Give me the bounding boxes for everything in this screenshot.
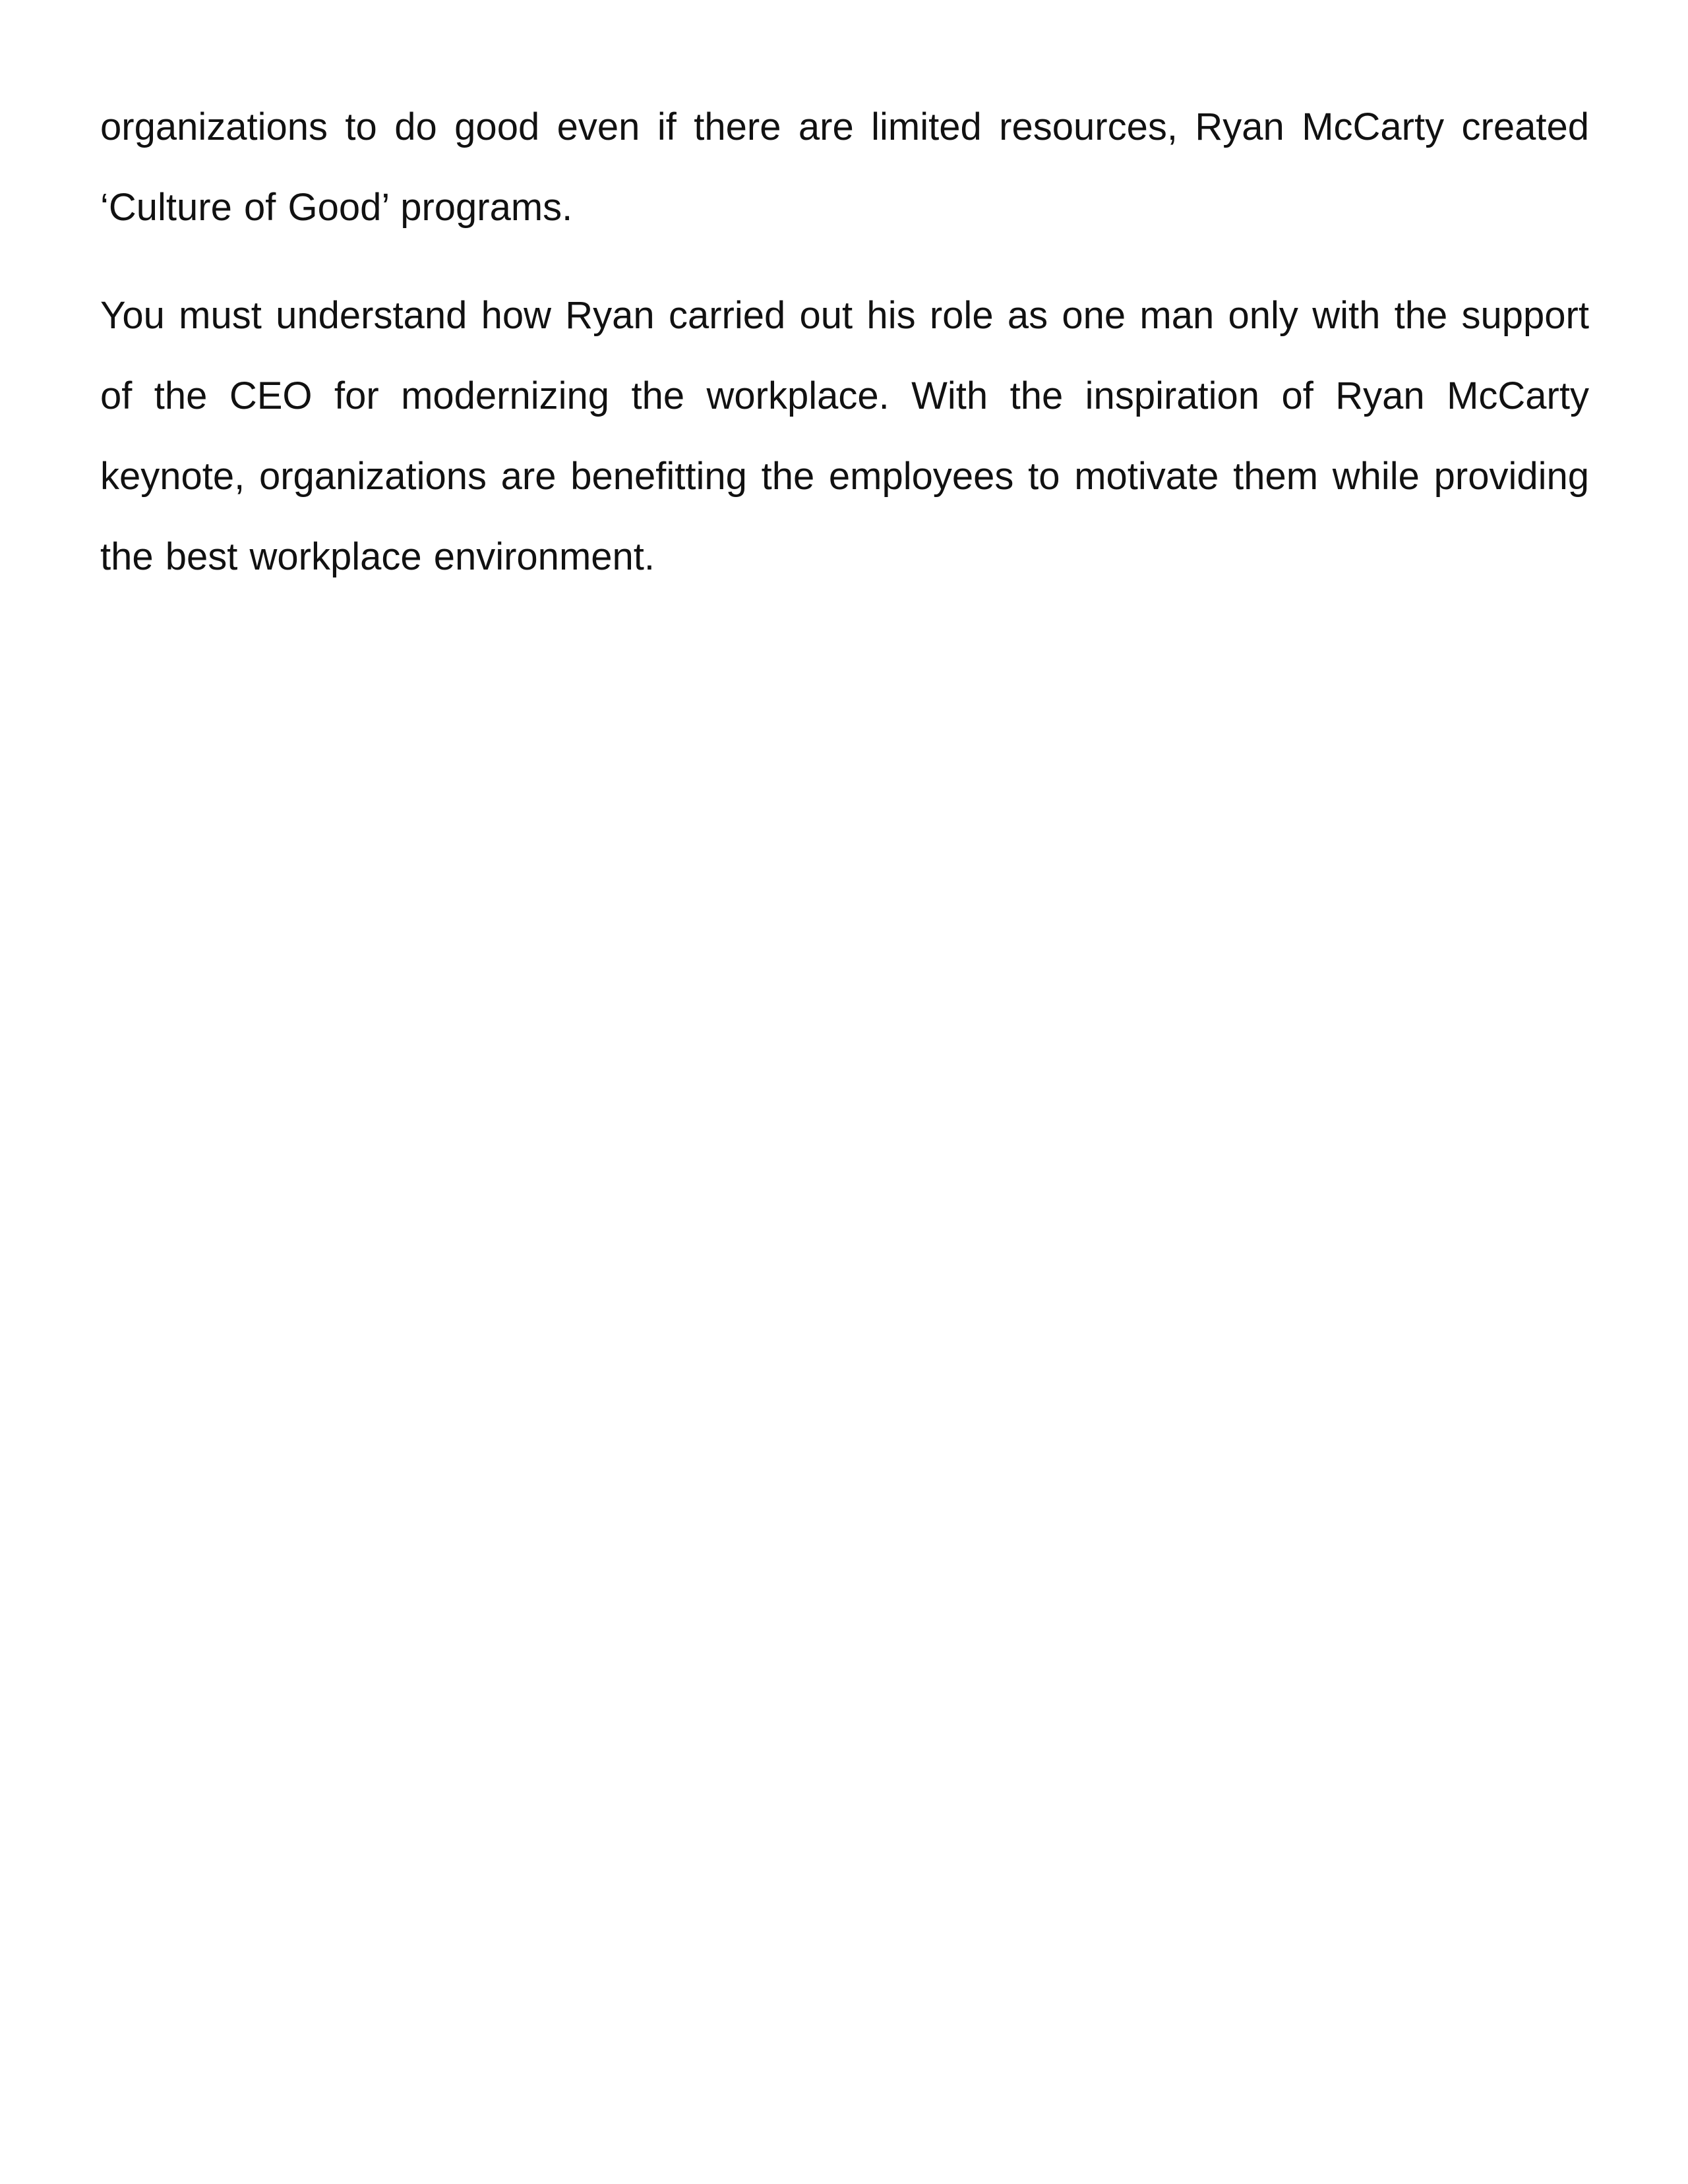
paragraph-culture-of-good: organizations to do good even if there are limited resources, Ryan McCarty created ‘Culture of Good’ programs. (100, 105, 1589, 229)
paragraph-ryan-role: You must understand how Ryan carried out his role as one man only with the support of the CEO for modernizing the workplace. With the inspiration of Ryan McCarty keynote, organizations are benefitting the employees to motivate them while providing the best workplace environment. (100, 294, 1589, 578)
